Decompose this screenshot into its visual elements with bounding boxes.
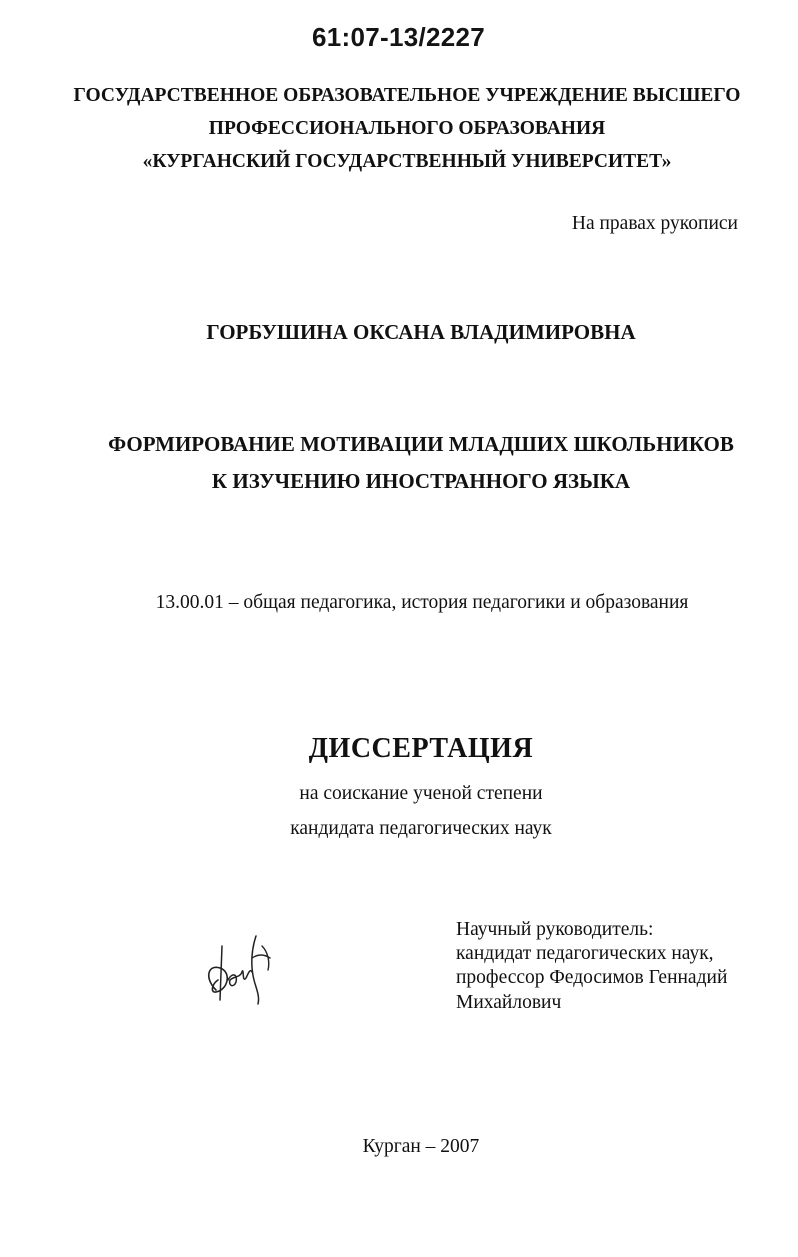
institution-line-3: «КУРГАНСКИЙ ГОСУДАРСТВЕННЫЙ УНИВЕРСИТЕТ»	[142, 151, 672, 172]
dissertation-title-line-1: ФОРМИРОВАНИЕ МОТИВАЦИИ МЛАДШИХ ШКОЛЬНИКОВ	[108, 432, 734, 456]
signature-icon	[198, 928, 288, 1008]
supervisor-patronymic: Михайлович	[456, 992, 562, 1013]
city-year-footer: Курган – 2007	[362, 1136, 480, 1157]
institution-line-2: ПРОФЕССИОНАЛЬНОГО ОБРАЗОВАНИЯ	[208, 118, 606, 139]
supervisor-name: профессор Федосимов Геннадий	[456, 967, 728, 988]
dissertation-title-line-2: К ИЗУЧЕНИЮ ИНОСТРАННОГО ЯЗЫКА	[211, 469, 631, 493]
manuscript-rights: На правах рукописи	[571, 213, 738, 234]
degree-line-1: на соискание ученой степени	[299, 783, 543, 804]
author-name: ГОРБУШИНА ОКСАНА ВЛАДИМИРОВНА	[206, 320, 636, 344]
supervisor-heading: Научный руководитель:	[456, 919, 654, 940]
document-type-heading: ДИССЕРТАЦИЯ	[308, 733, 534, 764]
specialty-code: 13.00.01 – общая педагогика, история педагогики и образования	[155, 592, 689, 613]
institution-line-1: ГОСУДАРСТВЕННОЕ ОБРАЗОВАТЕЛЬНОЕ УЧРЕЖДЕНИЕ ВЫСШЕГО	[73, 85, 741, 106]
catalog-number: 61:07-13/2227	[312, 22, 486, 52]
supervisor-degree: кандидат педагогических наук,	[456, 943, 714, 964]
degree-line-2: кандидата педагогических наук	[290, 818, 552, 839]
